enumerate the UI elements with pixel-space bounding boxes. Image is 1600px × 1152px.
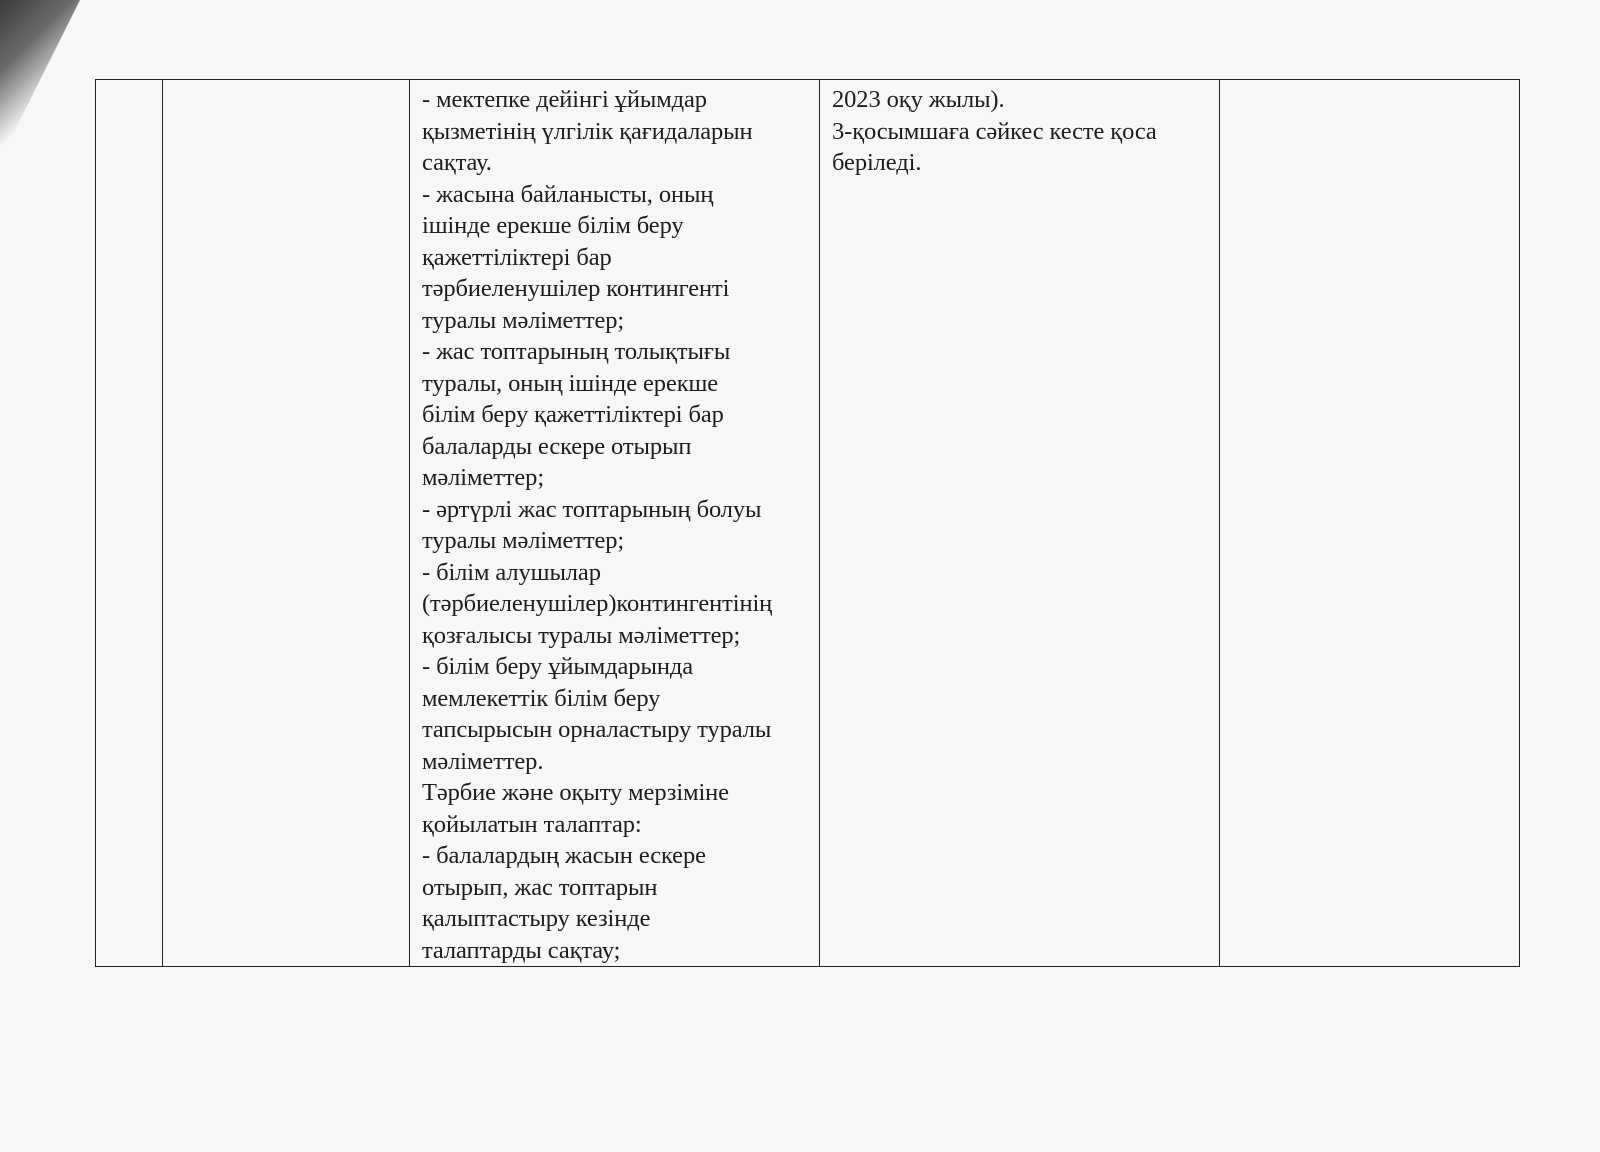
text-line: мемлекеттік білім беру: [422, 684, 661, 712]
text-line: тәрбиеленушілер контингенті: [422, 275, 730, 302]
text-line: туралы мәліметтер;: [422, 306, 625, 334]
text-line: туралы, оның ішінде ерекше: [422, 369, 719, 397]
text-line: - әртүрлі жас топтарының болуы: [422, 495, 762, 523]
text-line: - білім алушылар: [422, 558, 601, 586]
text-line: қажеттіліктері бар: [422, 243, 612, 271]
text-line: - мектепке дейінгі ұйымдар: [422, 86, 707, 113]
text-line: балаларды ескере отырып: [422, 432, 692, 460]
scan-corner-shadow: [0, 0, 80, 160]
requirements-text: [422, 84, 809, 966]
text-line: 3-қосымшаға сәйкес кесте қоса: [832, 117, 1157, 145]
text-line: Тәрбие және оқыту мерзіміне: [422, 779, 729, 806]
notes-text: [832, 84, 1209, 179]
text-line: 2023 оқу жылы).: [832, 86, 1005, 113]
table-cell-name: [163, 80, 410, 967]
table-cell-number: [96, 80, 163, 967]
text-line: - жас топтарының толықтығы: [422, 338, 731, 365]
text-line: ішінде ерекше білім беру: [422, 212, 684, 239]
text-line: сақтау.: [422, 149, 492, 176]
table-row: [96, 80, 1520, 967]
text-line: мәліметтер;: [422, 464, 545, 491]
document-table: [95, 79, 1520, 967]
text-line: - жасына байланысты, оның: [422, 180, 714, 208]
text-line: қозғалысы туралы мәліметтер;: [422, 621, 741, 649]
text-line: тапсырысын орналастыру туралы: [422, 716, 772, 743]
text-line: - білім беру ұйымдарында: [422, 653, 693, 680]
table-cell-notes: [820, 80, 1220, 967]
text-line: (тәрбиеленушілер)контингентінің: [422, 590, 773, 617]
text-line: мәліметтер.: [422, 747, 544, 775]
text-line: беріледі.: [832, 149, 922, 176]
text-line: талаптарды сақтау;: [422, 936, 621, 964]
text-line: туралы мәліметтер;: [422, 527, 625, 554]
text-line: - балалардың жасын ескере: [422, 842, 706, 869]
text-line: қызметінің үлгілік қағидаларын: [422, 117, 753, 145]
table-cell-requirements: [410, 80, 820, 967]
table-cell-extra: [1220, 80, 1520, 967]
text-line: білім беру қажеттіліктері бар: [422, 401, 724, 428]
text-line: отырып, жас топтарын: [422, 873, 658, 901]
text-line: қалыптастыру кезінде: [422, 905, 651, 932]
text-line: қойылатын талаптар:: [422, 810, 642, 838]
